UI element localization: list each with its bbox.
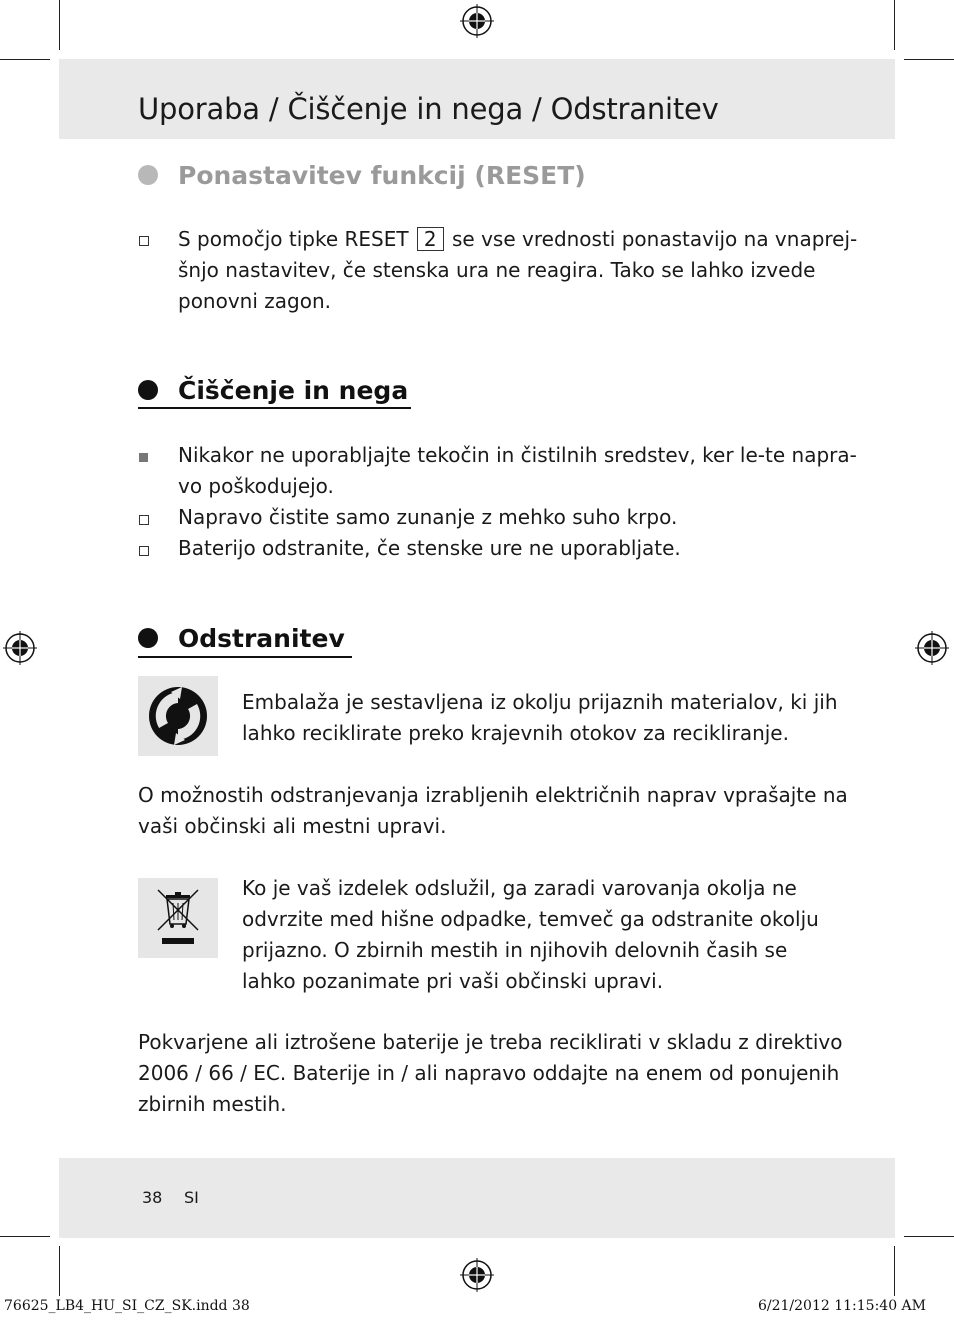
text: se vse vrednosti ponastavijo na vnaprej- bbox=[452, 227, 858, 251]
text-line: vaši občinski ali mestni upravi. bbox=[138, 814, 447, 838]
registration-mark-icon bbox=[915, 631, 949, 665]
reset-instruction bbox=[178, 224, 858, 317]
text-line: lahko reciklirate preko krajevnih otokov za recikliranje. bbox=[242, 721, 789, 745]
text-line: zbirnih mestih. bbox=[138, 1092, 287, 1116]
text-line: prijazno. O zbirnih mestih in njihovih delovnih časih se bbox=[242, 938, 788, 962]
crop-mark bbox=[59, 0, 60, 50]
heading-bullet-icon bbox=[138, 380, 158, 400]
green-dot-recycling-icon bbox=[138, 676, 218, 756]
language-code: SI bbox=[184, 1188, 199, 1207]
registration-mark-icon bbox=[460, 4, 494, 38]
crop-mark bbox=[59, 1246, 60, 1296]
heading-text: Čiščenje in nega bbox=[178, 375, 409, 405]
text-line: Pokvarjene ali iztrošene baterije je treba reciklirati v skladu z direktivo bbox=[138, 1030, 843, 1054]
heading-bullet-icon bbox=[138, 165, 158, 185]
section-heading-disposal bbox=[138, 619, 345, 657]
heading-text: Odstranitev bbox=[178, 623, 345, 653]
reference-number-badge: 2 bbox=[417, 227, 444, 251]
packaging-text bbox=[242, 687, 842, 749]
text-line: šnjo nastavitev, če stenska ura ne reagira. Tako se lahko izvede bbox=[178, 258, 816, 282]
text-line: vo poškodujejo. bbox=[178, 474, 334, 498]
recycling-icon-box bbox=[138, 676, 218, 756]
crop-mark bbox=[894, 1246, 895, 1296]
heading-underline bbox=[138, 656, 352, 658]
text: S pomočjo tipke RESET bbox=[178, 227, 409, 251]
section-heading-cleaning bbox=[138, 371, 408, 409]
crossed-out-wheelie-bin-icon bbox=[138, 878, 218, 958]
text-line: ponovni zagon. bbox=[178, 289, 331, 313]
heading-text: Ponastavitev funkcij (RESET) bbox=[178, 160, 586, 190]
text-line: Ko je vaš izdelek odslužil, ga zaradi varovanja okolja ne bbox=[242, 876, 797, 900]
list-bullet-icon bbox=[139, 236, 149, 246]
list-bullet-icon bbox=[139, 546, 149, 556]
file-slug: 76625_LB4_HU_SI_CZ_SK.indd 38 bbox=[4, 1298, 250, 1314]
registration-mark-icon bbox=[460, 1258, 494, 1292]
warning-bullet-icon bbox=[139, 453, 148, 462]
crop-mark bbox=[0, 59, 50, 60]
text-line: Embalaža je sestavljena iz okolju prijaznih materialov, ki jih bbox=[242, 690, 838, 714]
heading-bullet-icon bbox=[138, 628, 158, 648]
product-disposal-text bbox=[242, 873, 842, 997]
timestamp-slug: 6/21/2012 11:15:40 AM bbox=[757, 1298, 926, 1314]
page-number: 38 bbox=[142, 1188, 163, 1207]
list-item: Napravo čistite samo zunanje z mehko suho krpo. bbox=[178, 505, 678, 529]
list-bullet-icon bbox=[139, 515, 149, 525]
text-line: lahko pozanimate pri vaši občinski upravi. bbox=[242, 969, 664, 993]
registration-mark-icon bbox=[3, 631, 37, 665]
text-line: O možnostih odstranjevanja izrabljenih električnih naprav vprašajte na bbox=[138, 783, 848, 807]
cleaning-warning bbox=[178, 440, 857, 502]
crop-mark bbox=[904, 1236, 954, 1237]
electrical-disposal-text bbox=[138, 780, 848, 842]
text-line: 2006 / 66 / EC. Baterije in / ali napravo oddajte na enem od ponujenih bbox=[138, 1061, 840, 1085]
section-heading-reset bbox=[138, 156, 586, 194]
list-item: Baterijo odstranite, če stenske ure ne uporabljate. bbox=[178, 536, 681, 560]
text-line: odvrzite med hišne odpadke, temveč ga odstranite okolju bbox=[242, 907, 819, 931]
heading-underline bbox=[138, 407, 411, 409]
battery-disposal-text bbox=[138, 1027, 843, 1120]
crop-mark bbox=[904, 59, 954, 60]
page-title: Uporaba / Čiščenje in nega / Odstranitev bbox=[138, 92, 719, 126]
waste-bin-icon-box bbox=[138, 878, 218, 958]
crop-mark bbox=[0, 1236, 50, 1237]
text-line: Nikakor ne uporabljajte tekočin in čistilnih sredstev, ker le-te napra- bbox=[178, 443, 857, 467]
crop-mark bbox=[894, 0, 895, 50]
